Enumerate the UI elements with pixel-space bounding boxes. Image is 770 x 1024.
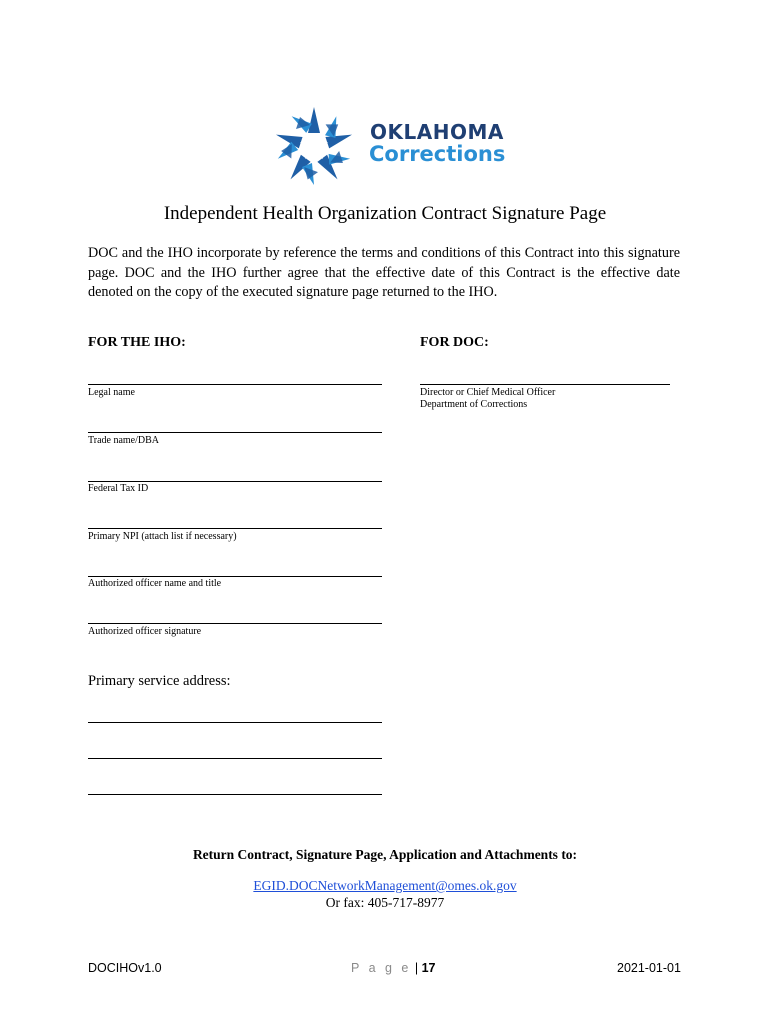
doc-heading: FOR DOC: [420,335,489,350]
oklahoma-corrections-logo [272,104,512,190]
federal-tax-id-label: Federal Tax ID [88,483,149,494]
legal-name-line[interactable] [88,384,382,385]
address-line-2[interactable] [88,758,382,759]
return-fax: Or fax: 405-717-8977 [325,895,445,910]
officer-name-title-label: Authorized officer name and title [88,578,222,589]
footer-page-number: 17 [421,961,436,975]
officer-signature-label: Authorized officer signature [88,626,202,637]
address-line-1[interactable] [88,722,382,723]
primary-service-address-label: Primary service address: [88,673,231,689]
footer-date: 2021-01-01 [617,961,681,975]
officer-signature-line[interactable] [88,623,382,624]
intro-paragraph: DOC and the IHO incorporate by reference the terms and conditions of this Contract into this signature page. DOC and the IHO further agree that the effective date of this Contract is the effective date denoted on the copy of the executed signature page returned to the IHO. [88,245,680,300]
footer-separator: | [414,961,419,975]
logo-text-corrections: Corrections [369,142,506,166]
legal-name-label: Legal name [88,387,135,398]
primary-npi-line[interactable] [88,528,382,529]
return-instructions-heading: Return Contract, Signature Page, Application and Attachments to: [192,847,578,862]
trade-name-label: Trade name/DBA [88,435,160,446]
federal-tax-id-line[interactable] [88,481,382,482]
doc-signature-line[interactable] [420,384,670,385]
doc-signer-title: Director or Chief Medical Officer [420,387,556,398]
footer-page-indicator [351,961,436,975]
address-line-3[interactable] [88,794,382,795]
iho-heading: FOR THE IHO: [88,335,186,350]
officer-name-title-line[interactable] [88,576,382,577]
page-title: Independent Health Organization Contract Signature Page [163,203,607,224]
return-email [0,878,770,894]
footer-page-label: P a g e [351,961,412,975]
footer-doc-id: DOCIHOv1.0 [88,961,162,975]
return-email-link[interactable]: EGID.DOCNetworkManagement@omes.ok.gov [253,878,517,893]
trade-name-line[interactable] [88,432,382,433]
logo-text-oklahoma: OKLAHOMA [370,120,504,144]
doc-department: Department of Corrections [420,399,528,410]
primary-npi-label: Primary NPI (attach list if necessary) [88,531,237,542]
